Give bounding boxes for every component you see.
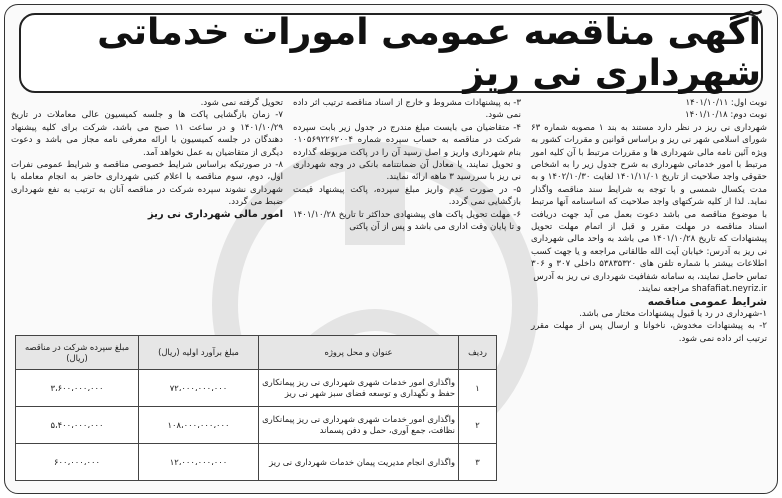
cell-estimate: ۱۲،۰۰۰،۰۰۰،۰۰۰ — [139, 444, 259, 481]
table-row — [16, 444, 497, 481]
cell-deposit: ۳،۶۰۰،۰۰۰،۰۰۰ — [16, 370, 139, 407]
cell-deposit: ۶۰۰،۰۰۰،۰۰۰ — [16, 444, 139, 481]
header-row-number: ردیف — [459, 336, 497, 370]
header-subject: عنوان و محل پروژه — [259, 336, 459, 370]
cell-deposit: ۵،۴۰۰،۰۰۰،۰۰۰ — [16, 407, 139, 444]
notice-date-second: نوبت دوم: ۱۴۰۱/۱۰/۱۸ — [684, 110, 767, 121]
column-2 — [293, 97, 521, 233]
condition-7: ۷- زمان بازگشایی پاکت ها و جلسه کمیسیون عالی معاملات در تاریخ ۱۴۰۱/۱۰/۲۹ و در ساعت ۱۱ صبح می باشد، شرکت برای کلیه پیشنهاد دهندگان در جلسه کمیسیون با ارائه معرفی نامه مجاز می باشد و دعوت دیگری از متقاضیان به عمل نخواهد آمد. — [11, 110, 283, 158]
website-suffix: مراجعه نمایند. — [638, 284, 690, 295]
cell-estimate: ۷۲،۰۰۰،۰۰۰،۰۰۰ — [139, 370, 259, 407]
condition-4: ۴- متقاضیان می بایست مبلغ مندرج در جدول زیر بابت سپرده شرکت در مناقصه به حساب سپرده شماره ۰۱۰۵۶۹۲۲۶۲۰۰۴ بنام شهرداری واریز و اصل رسید آن را در پاکت مربوطه گذارده و تحویل نمایند، یا معادل آن ضمانتنامه بانکی در وجه شهرداری نی ریز با سررسید ۳ ماهه ارائه نمایند. — [293, 122, 521, 183]
condition-1: ۱-شهرداری در رد یا قبول پیشنهادات مختار می باشد. — [579, 308, 767, 319]
cell-row-number: ۲ — [459, 407, 497, 444]
notice-body — [11, 97, 771, 487]
signature: امور مالی شهرداری نی ریز — [147, 208, 283, 220]
notice-frame — [4, 4, 778, 494]
condition-8: ۸- در صورتیکه براساس شرایط خصوصی مناقصه و شرایط عمومی نفرات اول، دوم، سوم مناقصه با اعلام کتبی شهرداری حاضر به انجام معامله با شهرداری نشوند سپرده شرکت در مناقصه آنان به ترتیب به نفع شهرداری ضبط می گردد. — [11, 160, 283, 208]
website-link[interactable]: shafafiat.neyriz.ir — [691, 284, 767, 295]
condition-6: ۶- مهلت تحویل پاکت های پیشنهادی حداکثر تا تاریخ ۱۴۰۱/۱۰/۲۸ و تا پایان وقت اداری می باشد و پس از آن پاکتی — [293, 209, 521, 233]
condition-2: ۲- به پیشنهادات مخدوش، ناخوانا و ارسال پس از مهلت مقرر ترتیب اثر داده نمی شود. — [531, 321, 767, 344]
cell-subject: واگذاری امور خدمات شهری شهرداری نی ریز پیمانکاری نظافت، جمع آوری، حمل و دفن پسماند — [259, 407, 459, 444]
cell-subject: واگذاری امور خدمات شهری شهرداری نی ریز پیمانکاری حفظ و نگهداری و توسعه فضای سبز شهر نی ریز — [259, 370, 459, 407]
title-banner — [19, 13, 763, 93]
table-header-row — [16, 336, 497, 370]
conditions-title: شرایط عمومی مناقصه — [647, 295, 767, 308]
condition-6-cont: تحویل گرفته نمی شود. — [200, 98, 283, 108]
cell-row-number: ۱ — [459, 370, 497, 407]
page-title: آگهی مناقصه عمومی امورات خدماتی شهرداری نی ریز — [97, 12, 761, 94]
condition-5: ۵- در صورت عدم واریز مبلغ سپرده، پاکت پیشنهاد قیمت بازگشایی نمی گردد. — [293, 184, 521, 208]
column-1 — [531, 97, 767, 345]
header-deposit: مبلغ سپرده شرکت در مناقصه (ریال) — [16, 336, 139, 370]
header-estimate: مبلغ برآورد اولیه (ریال) — [139, 336, 259, 370]
cell-subject: واگذاری انجام مدیریت پیمان خدمات شهرداری نی ریز — [259, 444, 459, 481]
tender-table — [15, 335, 497, 481]
condition-3: ۳- به پیشنهادات مشروط و خارج از اسناد مناقصه ترتیب اثر داده نمی شود. — [293, 98, 521, 121]
table-row — [16, 370, 497, 407]
cell-estimate: ۱۰۸،۰۰۰،۰۰۰،۰۰۰ — [139, 407, 259, 444]
intro-paragraph: شهرداری نی ریز در نظر دارد مستند به بند ۱ مصوبه شماره ۶۳ شورای اسلامی شهر نی ریز و براساس قوانین و مقررات کشور به ویژه آئین نامه مالی شهرداری ها و مقررات مرتبط با آن کلیه امور مرتبط با امور خدماتی شهرداری به شرح جدول زیر را به اشخاص حقوقی واجد صلاحیت از تاریخ ۱۴۰۱/۱۱/۰۱ لغایت ۱۴۰۲/۱۰/۳۰ و به مدت یکسال شمسی و با توجه به شرایط سند مناقصه واگذار نماید. لذا از کلیه شرکتهای واجد صلاحیت که اساسنامه آنها مرتبط با موضوع مناقصه می باشد دعوت بعمل می آید جهت دریافت اسناد مناقصه در مهلت مقرر و قبل از اتمام مهلت تحویل پیشنهادات که تاریخ ۱۴۰۱/۱۰/۲۸ می باشد به واحد مالی شهرداری نی ریز به آدرس: خیابان آیت الله طالقانی مراجعه و یا جهت کسب اطلاعات بیشتر با شماره تلفن های ۵۳۸۳۵۳۲۰ داخلی ۳۰۷ و ۳۰۶ تماس حاصل نمایند، به سامانه شفافیت شهرداری نی ریز به آدرس — [531, 122, 767, 282]
table-row — [16, 407, 497, 444]
website-line — [531, 283, 767, 295]
column-3 — [11, 97, 283, 221]
notice-date-first: نوبت اول: ۱۴۰۱/۱۰/۱۱ — [685, 98, 767, 108]
cell-row-number: ۳ — [459, 444, 497, 481]
